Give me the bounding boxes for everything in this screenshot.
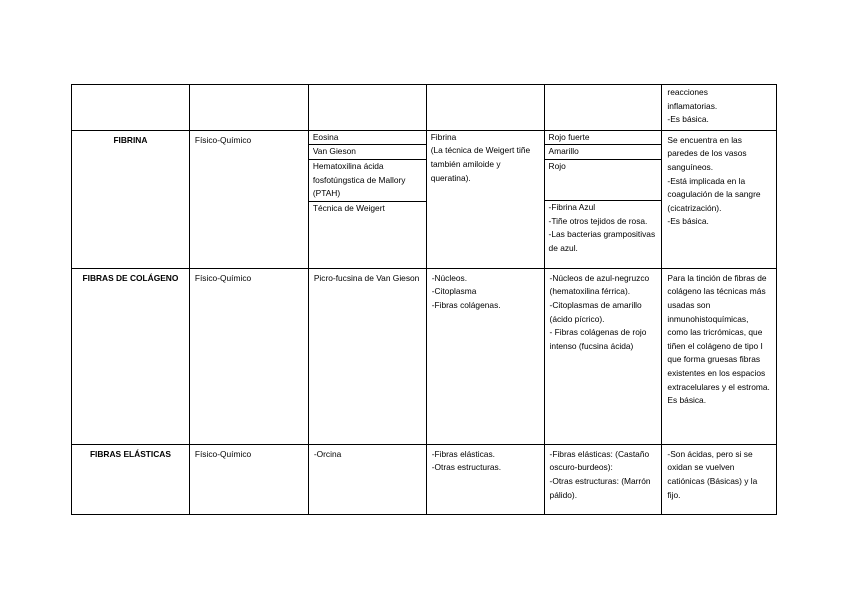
target-cell: -Núcleos. -Citoplasma -Fibras colágenas. bbox=[426, 268, 544, 444]
color-item: Rojo fuerte bbox=[545, 131, 662, 146]
stain-cell: Picro-fucsina de Van Gieson bbox=[308, 268, 426, 444]
stain-list bbox=[308, 130, 426, 268]
notes-cell: Se encuentra en las paredes de los vasos sanguíneos. -Está implicada en la coagulación de la sangre (cicatrización). -Es básica. bbox=[662, 130, 777, 268]
cell-empty bbox=[426, 85, 544, 131]
cell-empty bbox=[544, 85, 662, 131]
notes-line: reacciones bbox=[667, 87, 708, 97]
cell-empty bbox=[308, 85, 426, 131]
fiber-name: FIBRINA bbox=[72, 130, 190, 268]
method-type: Físico-Químico bbox=[189, 444, 308, 514]
stain-item: Van Gieson bbox=[309, 145, 426, 160]
notes-line: -Es básica. bbox=[667, 114, 709, 125]
target-item: Fibrina bbox=[430, 131, 457, 142]
color-item: Rojo bbox=[545, 160, 662, 201]
notes-line: inflamatorias. bbox=[667, 100, 718, 111]
notes-cell: Para la tinción de fibras de colágeno las técnicas más usadas son inmunohistoquímicas, como las tricrómicas, que tiñen el colágeno de tipo I que forma gruesas fibras existentes en los espacios extracelulares y el estroma. Es básica. bbox=[662, 268, 777, 444]
fiber-name: FIBRAS DE COLÁGENO bbox=[72, 268, 190, 444]
notes-cell: -Son ácidas, pero si se oxidan se vuelven catiónicas (Básicas) y la fijo. bbox=[662, 444, 777, 514]
fiber-name: FIBRAS ELÁSTICAS bbox=[72, 444, 190, 514]
cell-notes-continuation bbox=[662, 85, 777, 131]
stain-cell: -Orcina bbox=[308, 444, 426, 514]
table-row-colageno bbox=[72, 268, 777, 444]
stain-item: Eosina bbox=[309, 131, 426, 146]
color-item: -Fibrina Azul -Tiñe otros tejidos de rosa. -Las bacterias grampositivas de azul. bbox=[548, 201, 656, 253]
cell-empty bbox=[189, 85, 308, 131]
color-item: Amarillo bbox=[545, 145, 662, 160]
stain-item: Técnica de Weigert bbox=[312, 202, 385, 213]
table-row-elasticas bbox=[72, 444, 777, 514]
table-row-fibrina bbox=[72, 130, 777, 268]
cell-empty bbox=[72, 85, 190, 131]
method-type: Físico-Químico bbox=[189, 268, 308, 444]
color-list bbox=[544, 130, 662, 268]
color-cell: -Núcleos de azul-negruzco (hematoxilina férrica). -Citoplasmas de amarillo (ácido pícrico). - Fibras colágenas de rojo intenso (fucsina ácida) bbox=[544, 268, 662, 444]
color-cell: -Fibras elásticas: (Castaño oscuro-burdeos): -Otras estructuras: (Marrón pálido). bbox=[544, 444, 662, 514]
target-cell bbox=[426, 130, 544, 268]
target-cell: -Fibras elásticas. -Otras estructuras. bbox=[426, 444, 544, 514]
method-type: Físico-Químico bbox=[189, 130, 308, 268]
stain-item: Hematoxilina ácida fosfotúngstica de Mallory (PTAH) bbox=[309, 160, 426, 202]
target-item: (La técnica de Weigert tiñe también amiloide y queratina). bbox=[430, 145, 531, 183]
stains-table bbox=[71, 84, 777, 515]
table-row-continuation bbox=[72, 85, 777, 131]
